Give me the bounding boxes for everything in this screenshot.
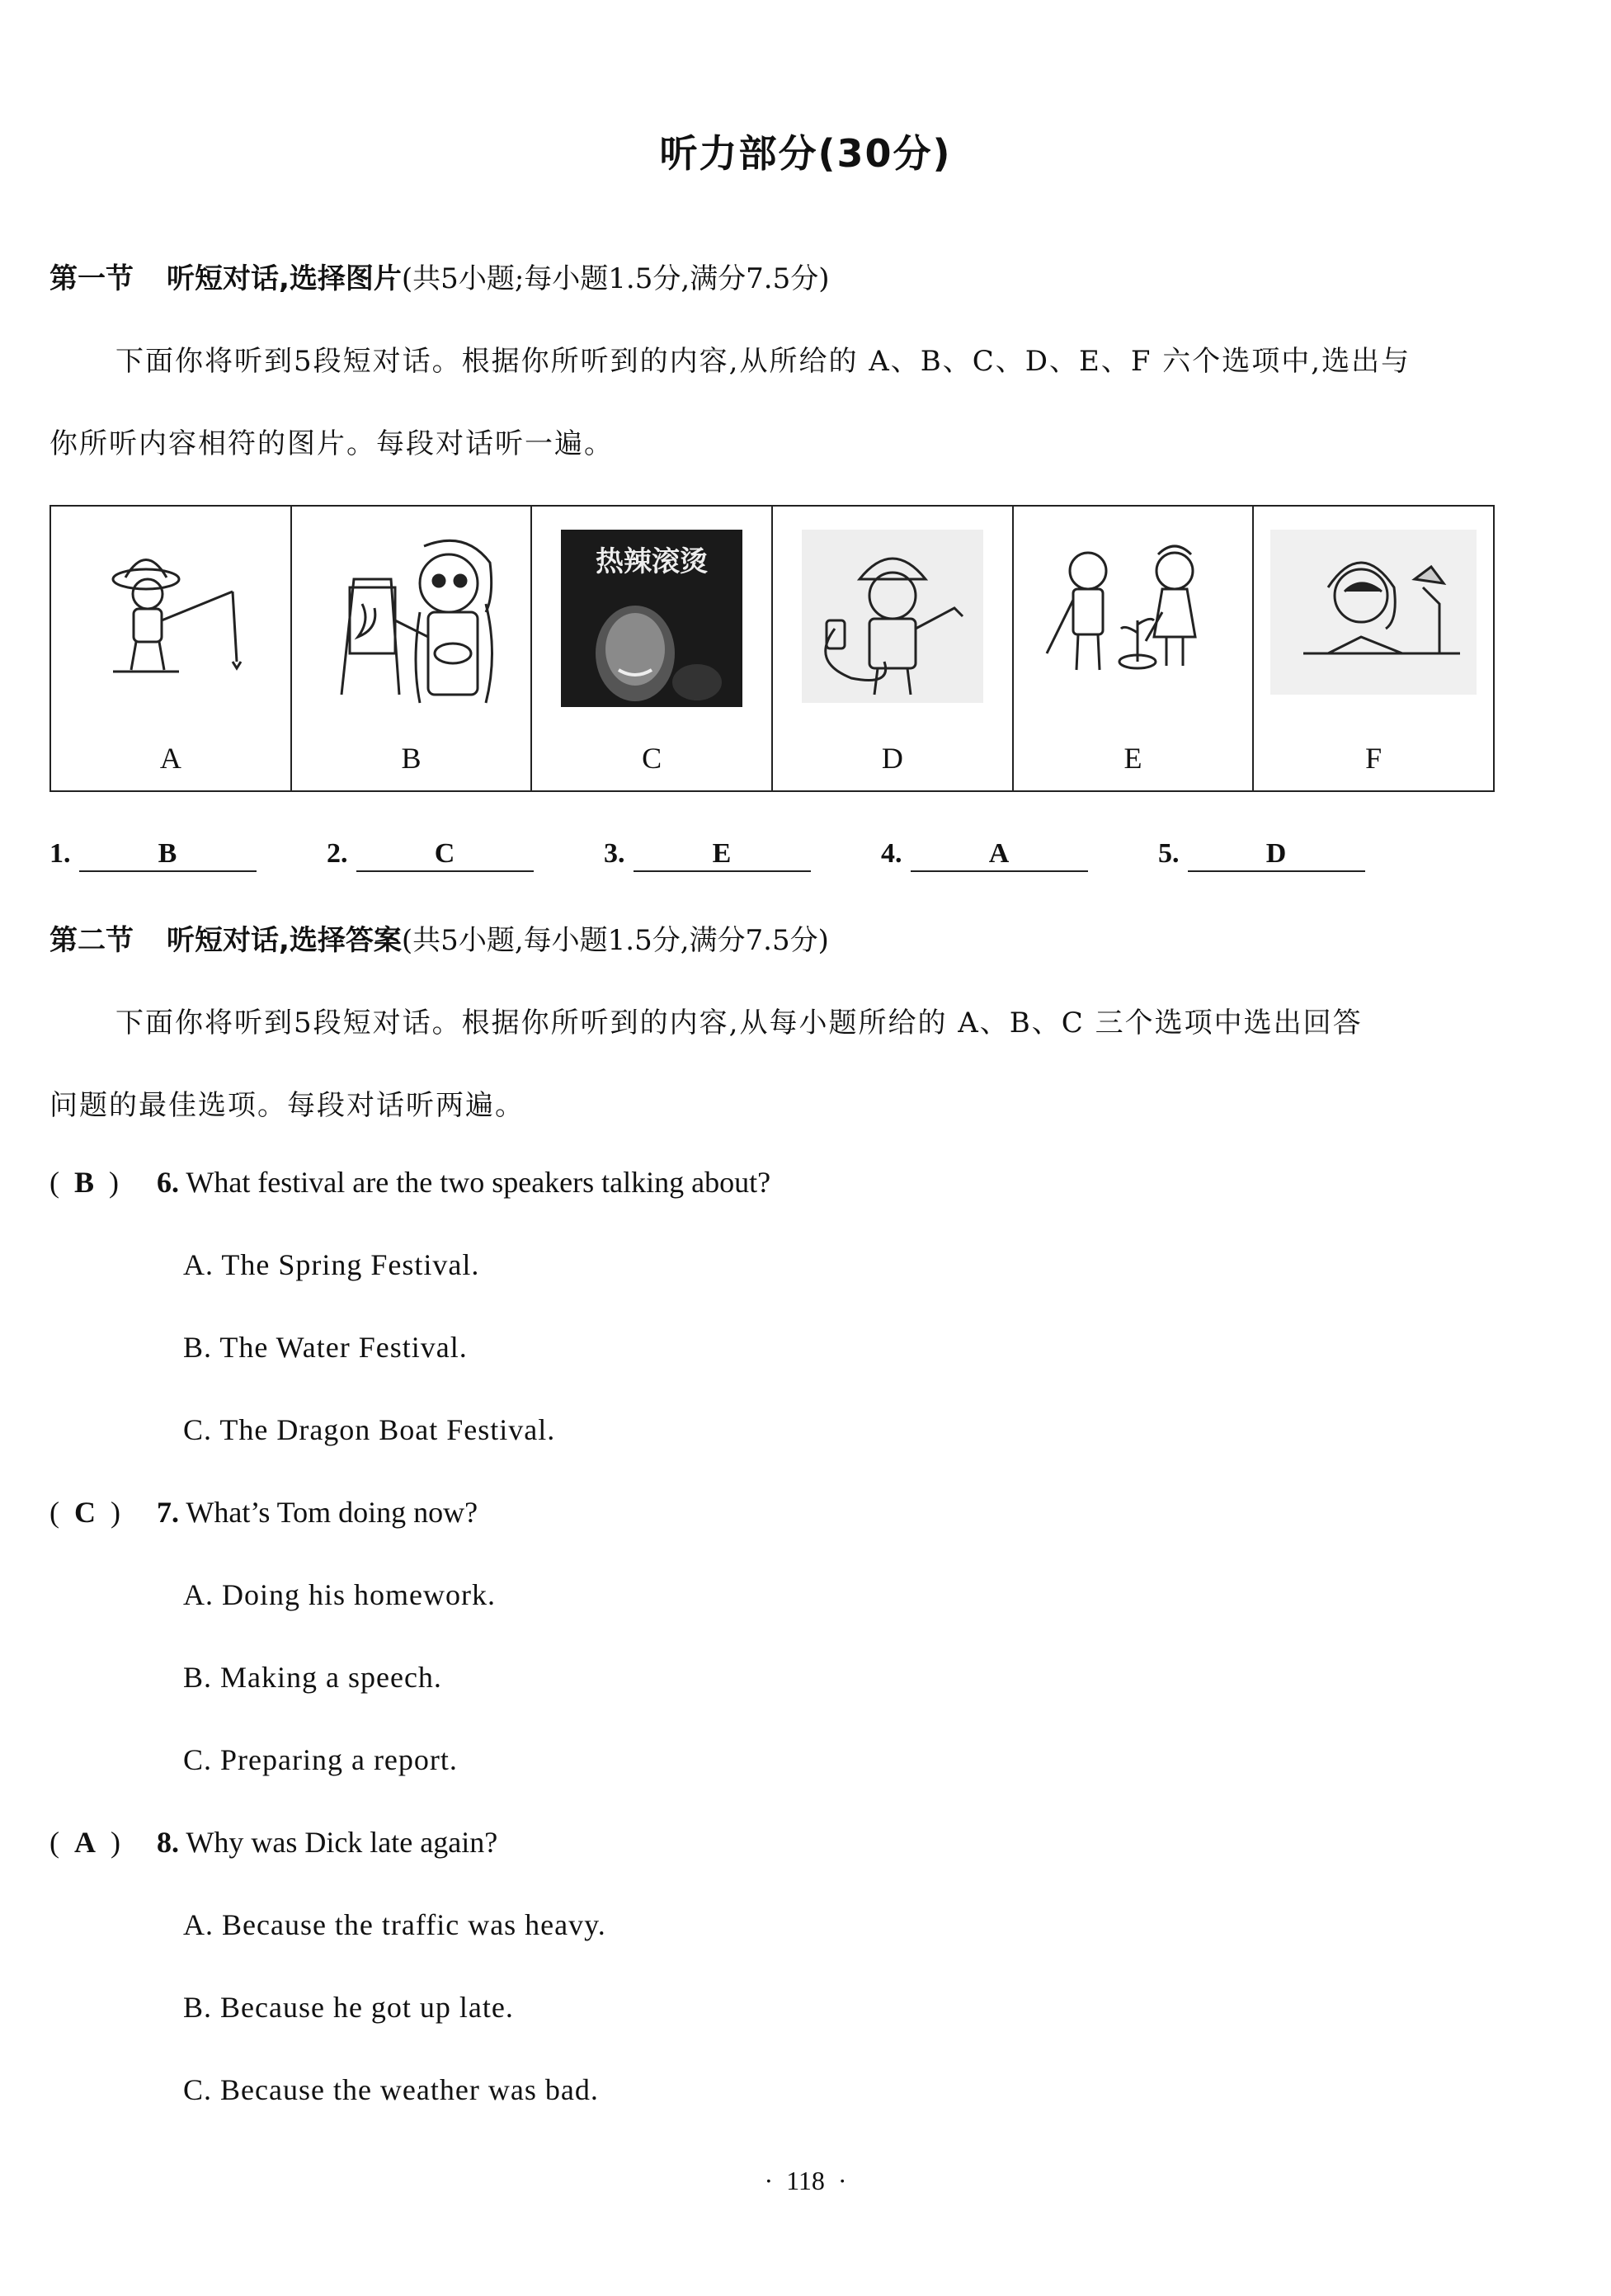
painting-girl-icon <box>317 530 506 711</box>
picture-label-b: B <box>401 742 422 775</box>
section1-instruction-1: 下面你将听到5段短对话。根据你所听到的内容,从所给的 A、B、C、D、E、F 六个选项中,选出与 <box>115 345 1411 378</box>
poster-title: 热辣滚烫 <box>596 545 709 578</box>
answer-value-3: E <box>634 837 811 872</box>
answer-blank-5[interactable]: 5. D <box>1158 837 1365 872</box>
picture-option-e <box>1014 507 1255 790</box>
tree-planting-kids-icon <box>1039 530 1228 695</box>
firefighter-icon <box>802 530 983 703</box>
section2-instruction-2: 问题的最佳选项。每段对话听两遍。 <box>49 1089 525 1122</box>
answer-value-1: B <box>79 837 257 872</box>
picture-option-f <box>1254 507 1493 790</box>
studying-girl-icon <box>1270 530 1477 695</box>
answer-blanks <box>49 837 1452 879</box>
q8-option-c: C. Because the weather was bad. <box>183 2073 599 2106</box>
picture-option-c <box>532 507 773 790</box>
section2-heading <box>49 917 829 958</box>
picture-options-table <box>49 505 1495 792</box>
question-text: Why was Dick late again? <box>186 1826 498 1859</box>
question-text: What festival are the two speakers talking about? <box>186 1166 771 1199</box>
answer-paren-7[interactable]: ( C ) <box>49 1496 120 1529</box>
answer-paren-8[interactable]: ( A ) <box>49 1826 120 1859</box>
picture-label-e: E <box>1123 742 1142 775</box>
section1-note: (共5小题;每小题1.5分,满分7.5分) <box>401 262 830 295</box>
question-8: ( A ) 8. Why was Dick late again? <box>49 1826 498 1859</box>
section2-title: 听短对话,选择答案 <box>167 924 402 957</box>
picture-label-f: F <box>1365 742 1383 775</box>
question-6: ( B ) 6. What festival are the two speakers talking about? <box>49 1166 771 1199</box>
answer-value-4: A <box>911 837 1088 872</box>
q6-option-b: B. The Water Festival. <box>183 1331 468 1364</box>
answer-value-5: D <box>1188 837 1365 872</box>
question-7: ( C ) 7. What’s Tom doing now? <box>49 1496 478 1529</box>
section1-name: 第一节 <box>49 262 134 295</box>
section1-heading <box>49 256 830 296</box>
section2-instruction-1: 下面你将听到5段短对话。根据你所听到的内容,从每小题所给的 A、B、C 三个选项中选出回答 <box>115 1007 1363 1040</box>
picture-label-d: D <box>881 742 903 775</box>
picture-option-a <box>51 507 292 790</box>
answer-blank-1[interactable]: 1. B <box>49 837 257 872</box>
picture-label-a: A <box>159 742 181 775</box>
answer-paren-6[interactable]: ( B ) <box>49 1166 120 1199</box>
section1-instruction-2: 你所听内容相符的图片。每段对话听一遍。 <box>49 427 614 460</box>
section2-note: (共5小题,每小题1.5分,满分7.5分) <box>401 924 829 957</box>
section1-title: 听短对话,选择图片 <box>167 262 402 295</box>
q7-option-b: B. Making a speech. <box>183 1661 442 1694</box>
q6-option-a: A. The Spring Festival. <box>183 1248 480 1281</box>
fishing-kid-icon <box>80 530 261 695</box>
answer-blank-4[interactable]: 4. A <box>881 837 1088 872</box>
movie-poster-icon <box>561 530 742 707</box>
answer-blank-2[interactable]: 2. C <box>327 837 534 872</box>
q7-option-a: A. Doing his homework. <box>183 1578 496 1611</box>
page-number: · 118 · <box>764 2166 847 2195</box>
picture-label-c: C <box>642 742 662 775</box>
answer-blank-3[interactable]: 3. E <box>604 837 811 872</box>
picture-option-b <box>292 507 533 790</box>
q7-option-c: C. Preparing a report. <box>183 1743 458 1776</box>
section2-name: 第二节 <box>49 924 134 957</box>
q6-option-c: C. The Dragon Boat Festival. <box>183 1413 556 1446</box>
q8-option-a: A. Because the traffic was heavy. <box>183 1908 606 1941</box>
picture-option-d <box>773 507 1014 790</box>
question-text: What’s Tom doing now? <box>186 1496 478 1529</box>
q8-option-b: B. Because he got up late. <box>183 1991 514 2024</box>
answer-value-2: C <box>356 837 534 872</box>
page-title: 听力部分(30分) <box>659 131 952 176</box>
